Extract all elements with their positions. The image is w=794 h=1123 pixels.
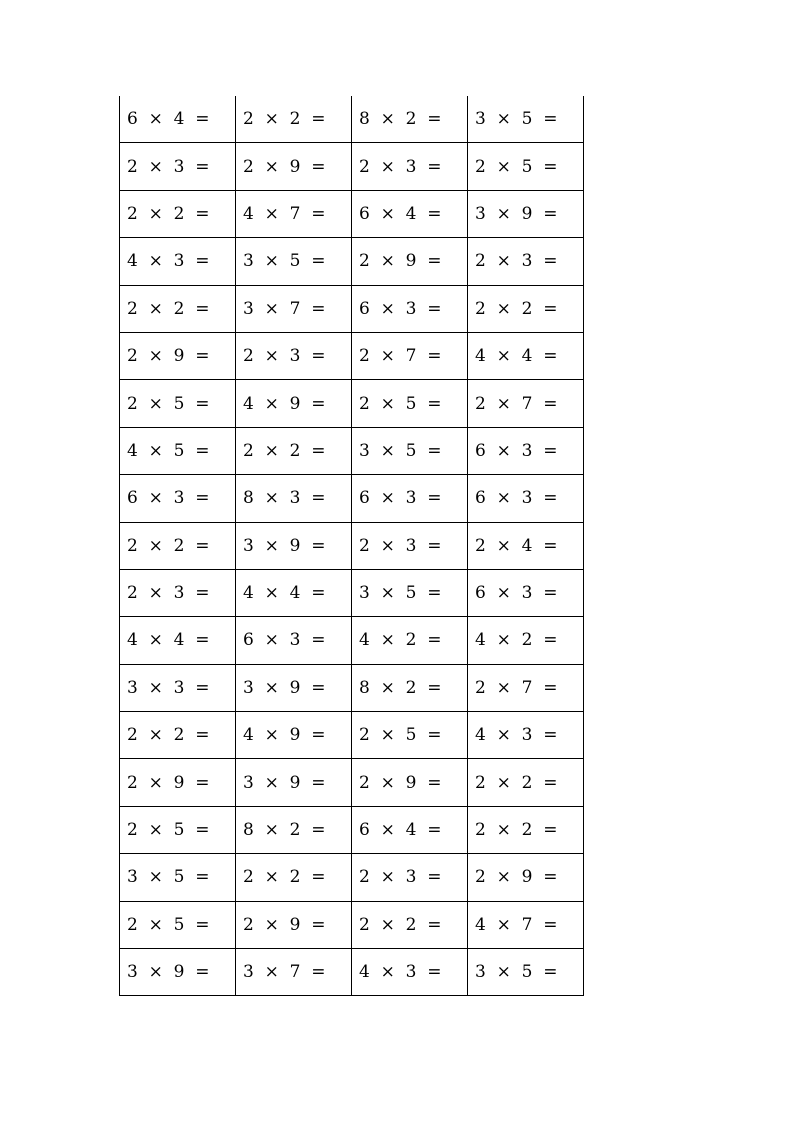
problem-cell: 2 × 3 = xyxy=(352,143,468,190)
problem-cell: 3 × 5 = xyxy=(352,427,468,474)
table-row xyxy=(120,617,584,664)
table-row xyxy=(120,759,584,806)
problem-cell: 2 × 9 = xyxy=(120,332,236,379)
problem-cell: 4 × 7 = xyxy=(236,190,352,237)
problem-cell: 4 × 2 = xyxy=(352,617,468,664)
problem-cell: 4 × 4 = xyxy=(468,332,584,379)
problem-cell: 4 × 7 = xyxy=(468,901,584,948)
table-row xyxy=(120,380,584,427)
problem-cell: 8 × 2 = xyxy=(352,664,468,711)
problem-cell: 3 × 9 = xyxy=(236,759,352,806)
table-row xyxy=(120,569,584,616)
problem-cell: 2 × 7 = xyxy=(468,664,584,711)
problem-cell: 4 × 3 = xyxy=(120,238,236,285)
problem-cell: 2 × 9 = xyxy=(236,143,352,190)
problem-cell: 4 × 5 = xyxy=(120,427,236,474)
problem-cell: 2 × 2 = xyxy=(120,190,236,237)
problem-cell: 6 × 3 = xyxy=(468,427,584,474)
problem-cell: 2 × 3 = xyxy=(120,143,236,190)
problem-cell: 6 × 3 = xyxy=(236,617,352,664)
problem-cell: 3 × 7 = xyxy=(236,949,352,996)
problem-cell: 2 × 2 = xyxy=(120,522,236,569)
problem-cell: 8 × 2 = xyxy=(236,806,352,853)
problem-cell: 6 × 3 = xyxy=(120,475,236,522)
problem-cell: 6 × 3 = xyxy=(352,475,468,522)
problem-cell: 3 × 7 = xyxy=(236,285,352,332)
problem-cell: 2 × 9 = xyxy=(468,854,584,901)
problem-cell: 2 × 2 = xyxy=(120,285,236,332)
problem-cell: 2 × 2 = xyxy=(236,96,352,143)
problem-cell: 2 × 5 = xyxy=(120,380,236,427)
problem-cell: 2 × 2 = xyxy=(236,854,352,901)
worksheet-body xyxy=(120,96,584,996)
table-row xyxy=(120,332,584,379)
problem-cell: 4 × 3 = xyxy=(352,949,468,996)
problem-cell: 3 × 9 = xyxy=(468,190,584,237)
table-row xyxy=(120,664,584,711)
problem-cell: 4 × 4 = xyxy=(236,569,352,616)
problem-cell: 2 × 3 = xyxy=(120,569,236,616)
problem-cell: 3 × 5 = xyxy=(236,238,352,285)
problem-cell: 3 × 5 = xyxy=(468,949,584,996)
problem-cell: 2 × 7 = xyxy=(352,332,468,379)
problem-cell: 2 × 9 = xyxy=(120,759,236,806)
problem-cell: 8 × 2 = xyxy=(352,96,468,143)
problem-cell: 4 × 9 = xyxy=(236,712,352,759)
problem-cell: 2 × 2 = xyxy=(236,427,352,474)
problem-cell: 2 × 3 = xyxy=(468,238,584,285)
problem-cell: 3 × 3 = xyxy=(120,664,236,711)
problem-cell: 2 × 2 = xyxy=(352,901,468,948)
problem-cell: 2 × 9 = xyxy=(352,238,468,285)
table-row xyxy=(120,427,584,474)
problem-cell: 2 × 7 = xyxy=(468,380,584,427)
problem-cell: 4 × 2 = xyxy=(468,617,584,664)
table-row xyxy=(120,806,584,853)
table-row xyxy=(120,854,584,901)
problem-cell: 2 × 5 = xyxy=(120,901,236,948)
problem-cell: 3 × 5 = xyxy=(352,569,468,616)
table-row xyxy=(120,238,584,285)
problem-cell: 2 × 3 = xyxy=(352,522,468,569)
problem-cell: 2 × 2 = xyxy=(468,759,584,806)
problem-cell: 2 × 2 = xyxy=(120,712,236,759)
problem-cell: 2 × 9 = xyxy=(236,901,352,948)
problem-cell: 8 × 3 = xyxy=(236,475,352,522)
table-row xyxy=(120,96,584,143)
problem-cell: 2 × 2 = xyxy=(468,285,584,332)
table-row xyxy=(120,190,584,237)
problem-cell: 2 × 2 = xyxy=(468,806,584,853)
problem-cell: 6 × 4 = xyxy=(352,806,468,853)
table-row xyxy=(120,712,584,759)
problem-cell: 2 × 4 = xyxy=(468,522,584,569)
problem-cell: 6 × 3 = xyxy=(468,569,584,616)
problem-cell: 6 × 3 = xyxy=(468,475,584,522)
table-row xyxy=(120,949,584,996)
table-row xyxy=(120,143,584,190)
table-row xyxy=(120,901,584,948)
multiplication-worksheet-table xyxy=(119,96,584,996)
problem-cell: 4 × 9 = xyxy=(236,380,352,427)
problem-cell: 2 × 5 = xyxy=(468,143,584,190)
problem-cell: 3 × 9 = xyxy=(120,949,236,996)
problem-cell: 3 × 9 = xyxy=(236,522,352,569)
problem-cell: 2 × 5 = xyxy=(352,712,468,759)
table-row xyxy=(120,522,584,569)
problem-cell: 3 × 5 = xyxy=(468,96,584,143)
problem-cell: 4 × 3 = xyxy=(468,712,584,759)
problem-cell: 2 × 5 = xyxy=(352,380,468,427)
problem-cell: 2 × 5 = xyxy=(120,806,236,853)
table-row xyxy=(120,285,584,332)
problem-cell: 4 × 4 = xyxy=(120,617,236,664)
problem-cell: 2 × 3 = xyxy=(352,854,468,901)
problem-cell: 6 × 4 = xyxy=(120,96,236,143)
problem-cell: 3 × 5 = xyxy=(120,854,236,901)
problem-cell: 6 × 3 = xyxy=(352,285,468,332)
problem-cell: 6 × 4 = xyxy=(352,190,468,237)
problem-cell: 2 × 3 = xyxy=(236,332,352,379)
problem-cell: 2 × 9 = xyxy=(352,759,468,806)
table-row xyxy=(120,475,584,522)
problem-cell: 3 × 9 = xyxy=(236,664,352,711)
